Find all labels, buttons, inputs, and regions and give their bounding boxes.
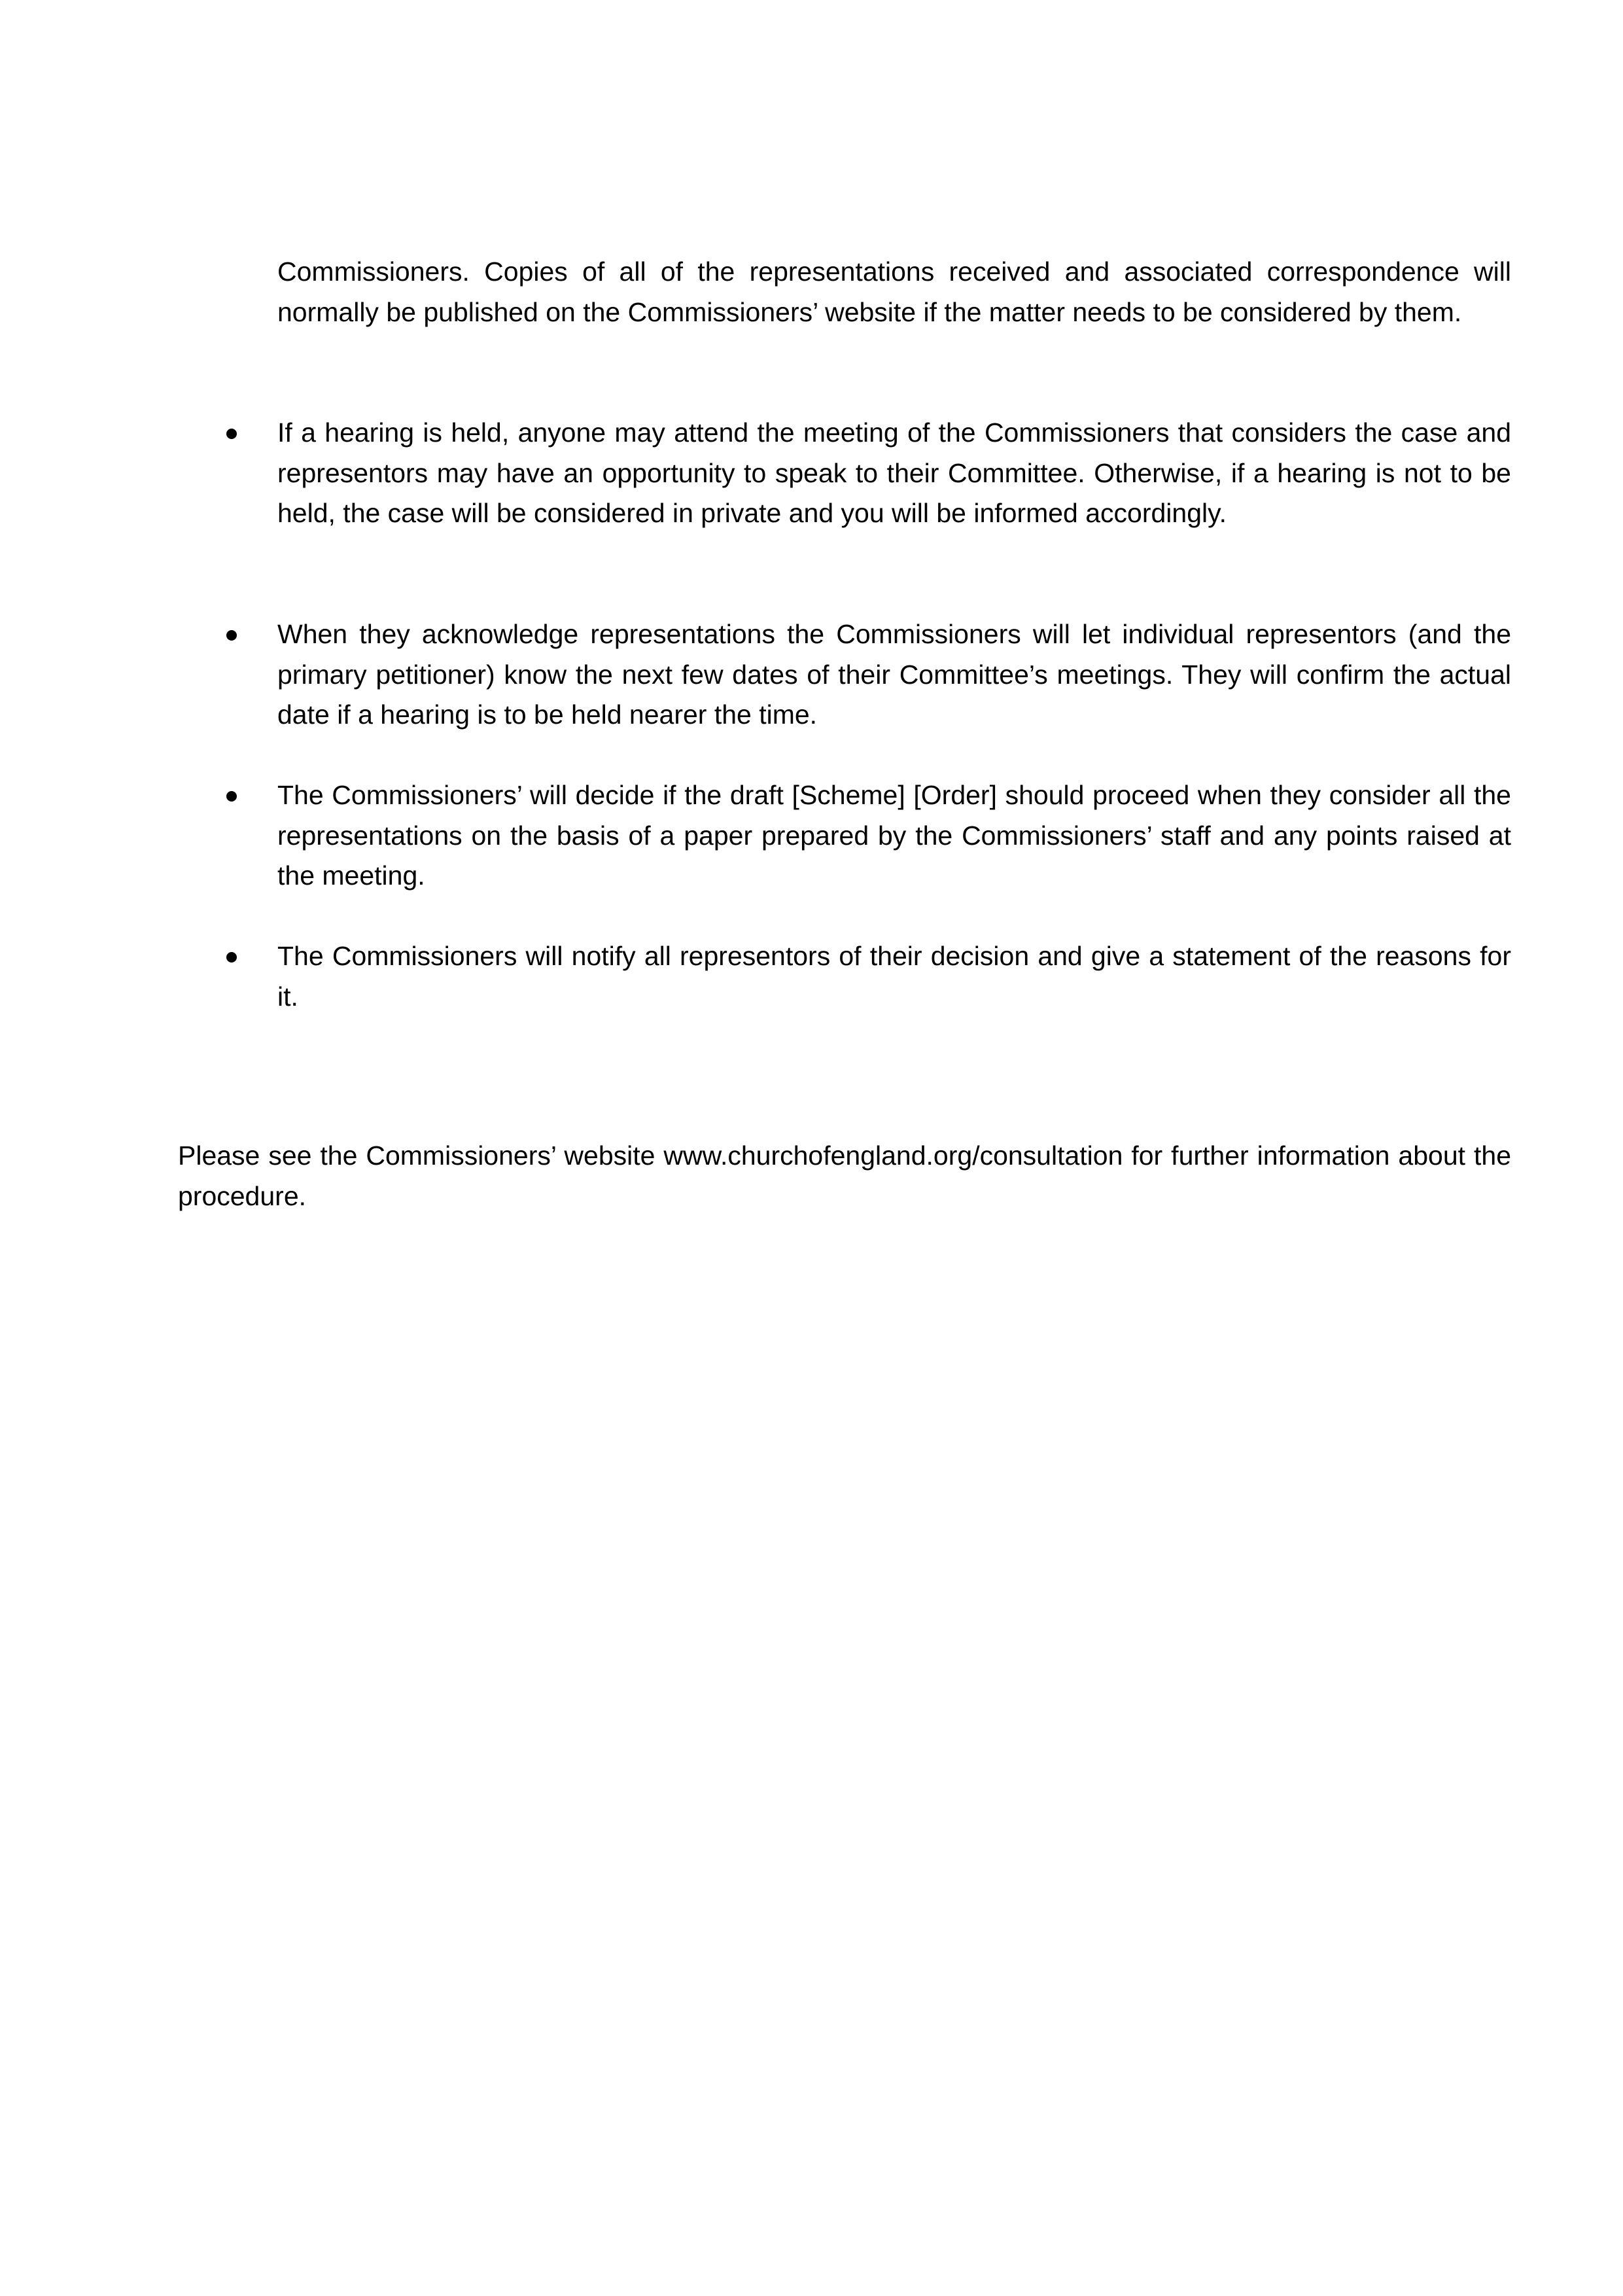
- bullet-text: When they acknowledge representations the Commissioners will let individual representors (and the primary petitioner) know the next few dates of their Committee’s meetings. They will confirm the actual date if a hearing is to be held nearer the time.: [277, 619, 1511, 730]
- continuation-paragraph: Commissioners. Copies of all of the representations received and associated correspondence will normally be published on the Commissioners’ website if the matter needs to be considered by them.: [277, 256, 1511, 327]
- bullet-dot-icon: [226, 791, 237, 802]
- bullet-dot-icon: [226, 630, 237, 641]
- bullet-text: The Commissioners will notify all representors of their decision and give a statement of the reasons for it.: [277, 941, 1511, 1012]
- bullet-dot-icon: [226, 952, 237, 963]
- bullet-dot-icon: [226, 429, 237, 439]
- bullet-text: If a hearing is held, anyone may attend the meeting of the Commissioners that considers the case and representors may have an opportunity to speak to their Committee. Otherwise, if a hearing is not to be held, the case will be considered in private and you will be informed accordingly.: [277, 417, 1511, 528]
- bullet-text: The Commissioners’ will decide if the draft [Scheme] [Order] should proceed when they consider all the representations on the basis of a paper prepared by the Commissioners’ staff and any points raised at the meeting.: [277, 780, 1511, 891]
- closing-paragraph: Please see the Commissioners’ website www.churchofengland.org/consultation for further information about the procedure.: [178, 1140, 1511, 1211]
